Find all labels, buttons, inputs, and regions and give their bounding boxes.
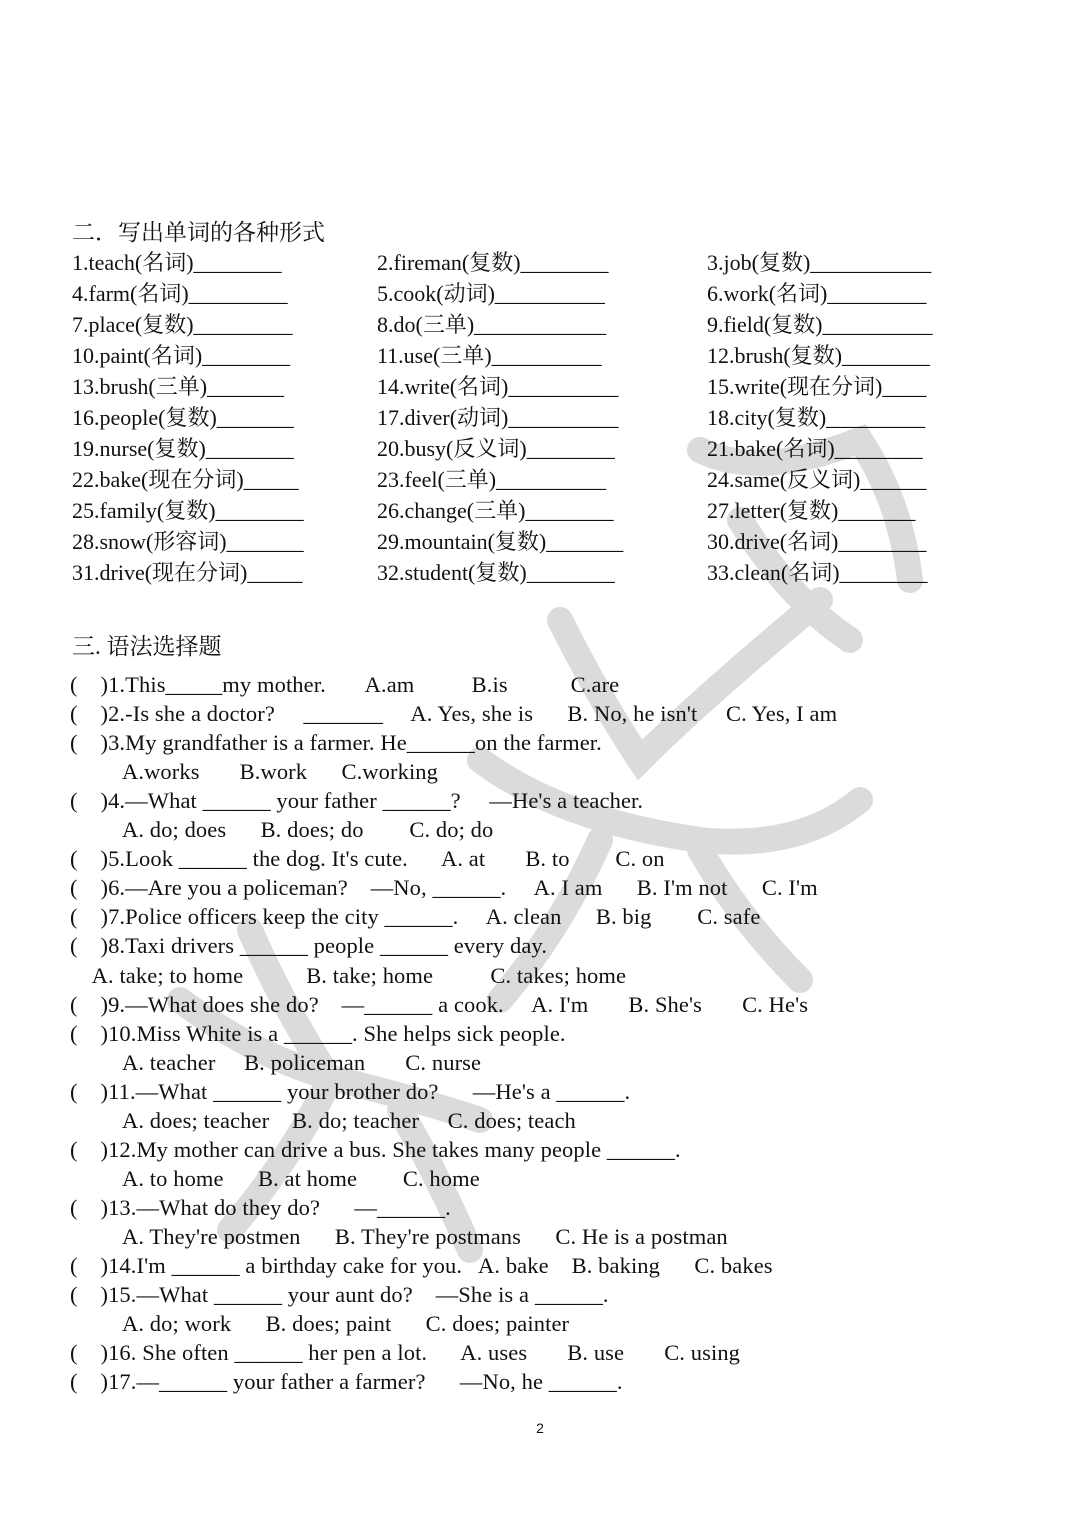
vocab-item: 21.bake(名词)________ [707,436,923,461]
question-line: ( )3.My grandfather is a farmer. He______on the farmer. [70,730,602,756]
vocab-item: 3.job(复数)___________ [707,250,932,275]
answer-options: A. They're postmen B. They're postmans C. He is a postman [122,1223,728,1249]
vocab-item: 1.teach(名词)________ [72,250,282,275]
question-line: A. take; to home B. take; home C. takes; home [70,962,627,988]
vocab-item: 19.nurse(复数)________ [72,436,294,461]
vocab-row [72,277,1072,308]
question-line: ( )15.—What ______ your aunt do? —She is a ______. [70,1282,609,1308]
answer-options: A. teacher B. policeman C. nurse [122,1049,482,1075]
vocab-row [72,556,1072,587]
vocab-row [72,370,1072,401]
question-line: ( )4.—What ______ your father ______? —He's a teacher. [70,788,644,814]
vocab-item: 32.student(复数)________ [377,560,615,585]
question-line: ( )14.I'm ______ a birthday cake for you. A. bake B. baking C. bakes [70,1253,773,1278]
question-line: ( )16. She often ______ her pen a lot. A. uses B. use C. using [70,1340,741,1366]
vocab-row [72,339,1072,370]
vocab-item: 8.do(三单)____________ [377,312,607,337]
vocab-item: 6.work(名词)_________ [707,281,927,306]
vocab-row [72,463,1072,494]
vocab-item: 28.snow(形容词)_______ [72,529,304,554]
question-line: ( )11.—What ______ your brother do? —He's a ______. [70,1078,631,1104]
question-line: ( )2.-Is she a doctor? _______ A. Yes, she is B. No, he isn't C. Yes, I am [70,701,838,727]
vocab-item: 27.letter(复数)_______ [707,498,916,523]
answer-options: A. do; work B. does; paint C. does; painter [122,1311,570,1337]
question-line: ( )12.My mother can drive a bus. She takes many people ______. [70,1136,681,1162]
vocab-item: 9.field(复数)__________ [707,312,933,337]
vocab-item: 26.change(三单)________ [377,498,614,523]
section3-title: 三. 语法选择题 [72,634,222,659]
vocab-item: 15.write(现在分词)____ [707,374,927,399]
vocab-item: 14.write(名词)__________ [377,374,619,399]
vocab-row [72,308,1072,339]
page-number: 2 [536,1420,544,1436]
vocab-item: 29.mountain(复数)_______ [377,529,624,554]
question-line: ( )9.—What does she do? —______ a cook. A. I'm B. She's C. He's [70,991,809,1017]
question-line: ( )6.—Are you a policeman? —No, ______. A. I am B. I'm not C. I'm [70,875,818,901]
vocab-item: 22.bake(现在分词)_____ [72,467,299,492]
question-line: ( )8.Taxi drivers ______ people ______ every day. [70,933,548,959]
answer-options: A. to home B. at home C. home [122,1165,480,1191]
question-line: ( )13.—What do they do? —______. [70,1194,451,1220]
vocab-row [72,525,1072,556]
answer-options: A. do; does B. does; do C. do; do [122,817,494,843]
vocab-item: 16.people(复数)_______ [72,405,294,430]
vocab-item: 4.farm(名词)_________ [72,281,288,306]
vocab-item: 33.clean(名词)________ [707,560,928,585]
vocab-item: 24.same(反义词)______ [707,467,927,492]
vocab-item: 23.feel(三单)__________ [377,467,607,492]
vocab-item: 18.city(复数)_________ [707,405,926,430]
question-line: ( )17.—______ your father a farmer? —No, he ______. [70,1369,623,1395]
vocab-row [72,401,1072,432]
vocab-item: 2.fireman(复数)________ [377,250,609,275]
question-line: ( )1.This_____my mother. A.am B.is C.are [70,672,620,697]
vocab-item: 25.family(复数)________ [72,498,304,523]
vocab-row [72,246,1072,277]
vocab-item: 12.brush(复数)________ [707,343,931,368]
vocab-item: 10.paint(名词)________ [72,343,291,368]
vocab-item: 13.brush(三单)_______ [72,374,285,399]
vocab-item: 5.cook(动词)__________ [377,281,605,306]
vocab-row [72,494,1072,525]
section2-title: 二．写出单词的各种形式 [72,220,325,245]
vocab-item: 11.use(三单)__________ [377,343,602,368]
vocab-item: 17.diver(动词)__________ [377,405,619,430]
question-line: ( )5.Look ______ the dog. It's cute. A. at B. to C. on [70,846,665,872]
vocab-item: 30.drive(名词)________ [707,529,927,554]
vocab-item: 20.busy(反义词)________ [377,436,615,461]
answer-options: A. does; teacher B. do; teacher C. does; teach [122,1107,576,1133]
vocab-item: 31.drive(现在分词)_____ [72,560,303,585]
question-line: ( )7.Police officers keep the city ______. A. clean B. big C. safe [70,904,761,930]
vocab-row [72,432,1072,463]
answer-options: A.works B.work C.working [122,759,438,785]
question-line: ( )10.Miss White is a ______. She helps sick people. [70,1020,566,1046]
vocab-item: 7.place(复数)_________ [72,312,293,337]
